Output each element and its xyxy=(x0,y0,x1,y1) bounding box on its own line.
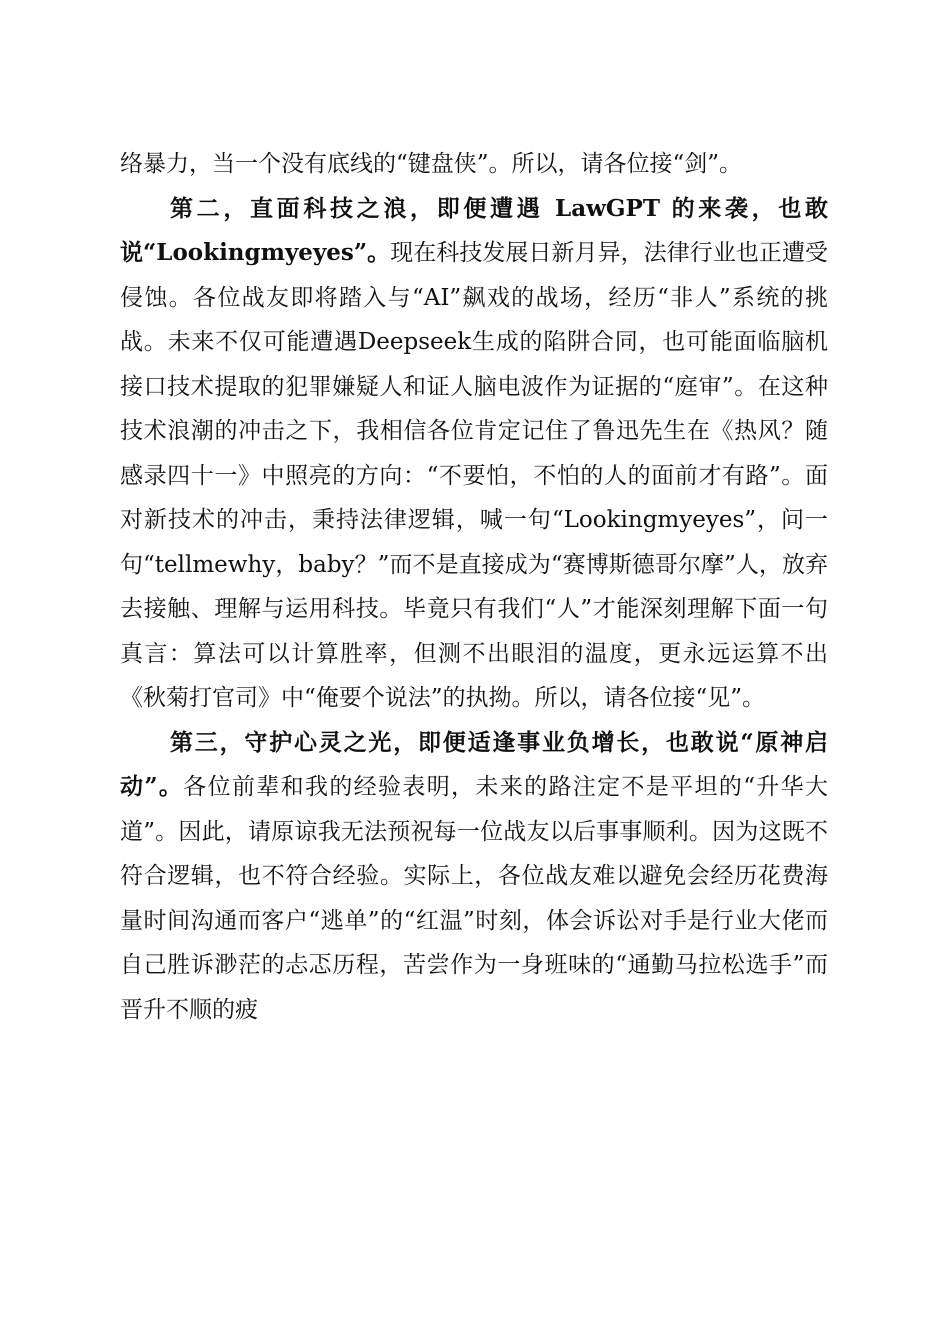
paragraph-continuation xyxy=(120,142,828,187)
paragraph-third-point xyxy=(120,721,828,1033)
paragraph-text: 现在科技发展日新月异，法律行业也正遭受侵蚀。各位战友即将踏入与“AI”飙戏的战场，经历“非人”系统的挑战。未来不仅可能遭遇Deepseek生成的陷阱合同，也可能面临脑机接口技术提取的犯罪嫌疑人和证人脑电波作为证据的“庭审”。在这种技术浪潮的冲击之下，我相信各位肯定记住了鲁迅先生在《热风？随感录四十一》中照亮的方向：“不要怕，不怕的人的面前才有路”。面对新技术的冲击，秉持法律逻辑，喊一句“Lookingmyeyes”，问一句“tellmewhy，baby？”而不是直接成为“赛博斯德哥尔摩”人，放弃去接触、理解与运用科技。毕竟只有我们“人”才能深刻理解下面一句真言：算法可以计算胜率，但测不出眼泪的温度，更永远运算不出《秋菊打官司》中“俺要个说法”的执拗。所以，请各位接“见”。 xyxy=(120,240,828,711)
paragraph-lead-sentence: 第二，直面科技之浪，即便遭遇 LawGPT 的来袭，也敢说“Lookingmyeyes”。 xyxy=(120,194,828,266)
paragraph-lead-sentence: 第三，守护心灵之光，即便适逢事业负增长，也敢说“原神启动”。 xyxy=(120,728,828,800)
paragraph-second-point xyxy=(120,187,828,721)
paragraph-text: 络暴力，当一个没有底线的“键盘侠”。所以，请各位接“剑”。 xyxy=(120,151,743,177)
document-body xyxy=(120,142,828,1032)
paragraph-text: 各位前辈和我的经验表明，未来的路注定不是平坦的“升华大道”。因此，请原谅我无法预祝每一位战友以后事事顺利。因为这既不符合逻辑，也不符合经验。实际上，各位战友难以避免会经历花费海量时间沟通而客户“逃单”的“红温”时刻，体会诉讼对手是行业大佬而自己胜诉渺茫的忐忑历程，苦尝作为一身班味的“通勤马拉松选手”而晋升不顺的疲 xyxy=(120,774,828,1023)
